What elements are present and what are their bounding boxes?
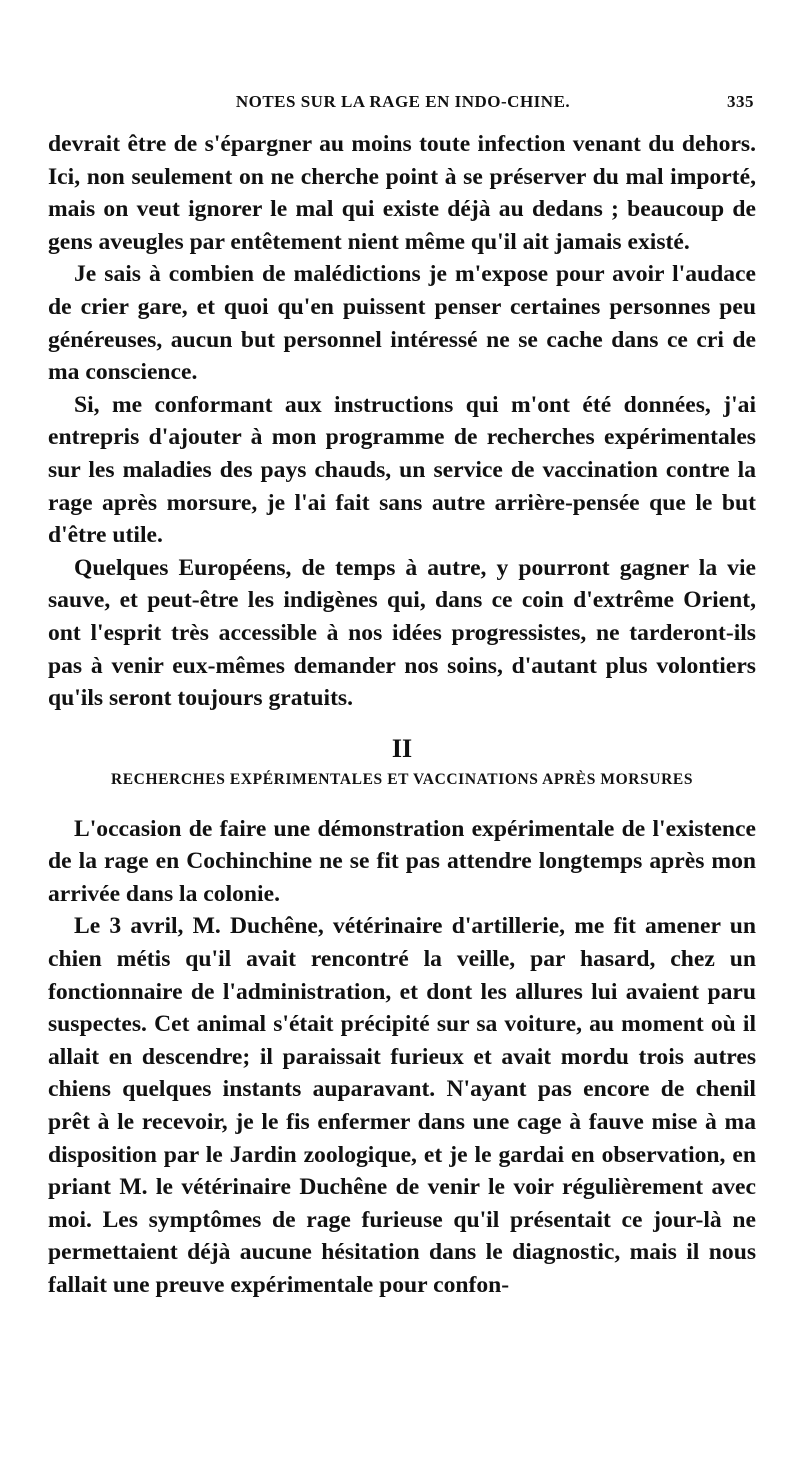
paragraph: Quelques Européens, de temps à autre, y pourront gagner la vie sauve, et peut-être les indigènes qui, dans ce coin d'extrême Orient, ont l'esprit très accessible à nos idées progressistes, ne tarderont-ils pas à venir eux-mêmes demander nos soins, d'autant plus volontiers qu'ils seront toujours gratuits. — [48, 554, 756, 712]
running-header — [52, 92, 754, 116]
page-body — [48, 128, 756, 1302]
paragraph: devrait être de s'épargner au moins toute infection venant du dehors. Ici, non seulement on ne cherche point à se préserver du mal importé, mais on veut ignorer le mal qui existe déjà au dedans ; beaucoup de gens aveugles par entêtement nient même qu'il ait jamais existé. — [48, 131, 756, 255]
paragraph: Si, me conformant aux instructions qui m'ont été données, j'ai entrepris d'ajouter à mon programme de recherches expérimentales sur les maladies des pays chauds, un service de vaccination contre la rage après morsure, je l'ai fait sans autre arrière-pensée que le but d'être utile. — [48, 391, 756, 549]
paragraph: L'occasion de faire une démonstration expérimentale de l'existence de la rage en Cochinchine ne se fit pas attendre longtemps après mon arrivée dans la colonie. — [48, 815, 756, 907]
section-title: RECHERCHES EXPÉRIMENTALES ET VACCINATIONS APRÈS MORSURES — [110, 770, 694, 788]
running-title: NOTES SUR LA RAGE EN INDO-CHINE. — [235, 92, 571, 111]
page-number: 335 — [727, 92, 754, 111]
section-number: II — [391, 733, 413, 763]
paragraph: Je sais à combien de malédictions je m'expose pour avoir l'audace de crier gare, et quoi qu'en puissent penser certaines personnes peu généreuses, aucun but personnel intéressé ne se cache dans ce cri de ma conscience. — [48, 261, 756, 386]
paragraph: Le 3 avril, M. Duchêne, vétérinaire d'artillerie, me fit amener un chien métis qu'il avait rencontré la veille, par hasard, chez un fonctionnaire de l'administration, et dont les allures lui avaient paru suspectes. Cet animal s'était précipité sur sa voiture, au moment où il allait en descendre; il paraissait furieux et avait mordu trois autres chiens quelques instants auparavant. N'ayant pas encore de chenil prêt à le recevoir, je le fis enfermer dans une cage à fauve mise à ma disposition par le Jardin zoologique, et je le gardai en observation, en priant M. le vétérinaire Duchêne de venir le voir régulièrement avec moi. Les symptômes de rage furieuse qu'il présentait ce jour-là ne permettaient déjà aucune hésitation dans le diagnostic, mais il nous fallait une preuve expérimentale pour confon- — [48, 913, 756, 1298]
